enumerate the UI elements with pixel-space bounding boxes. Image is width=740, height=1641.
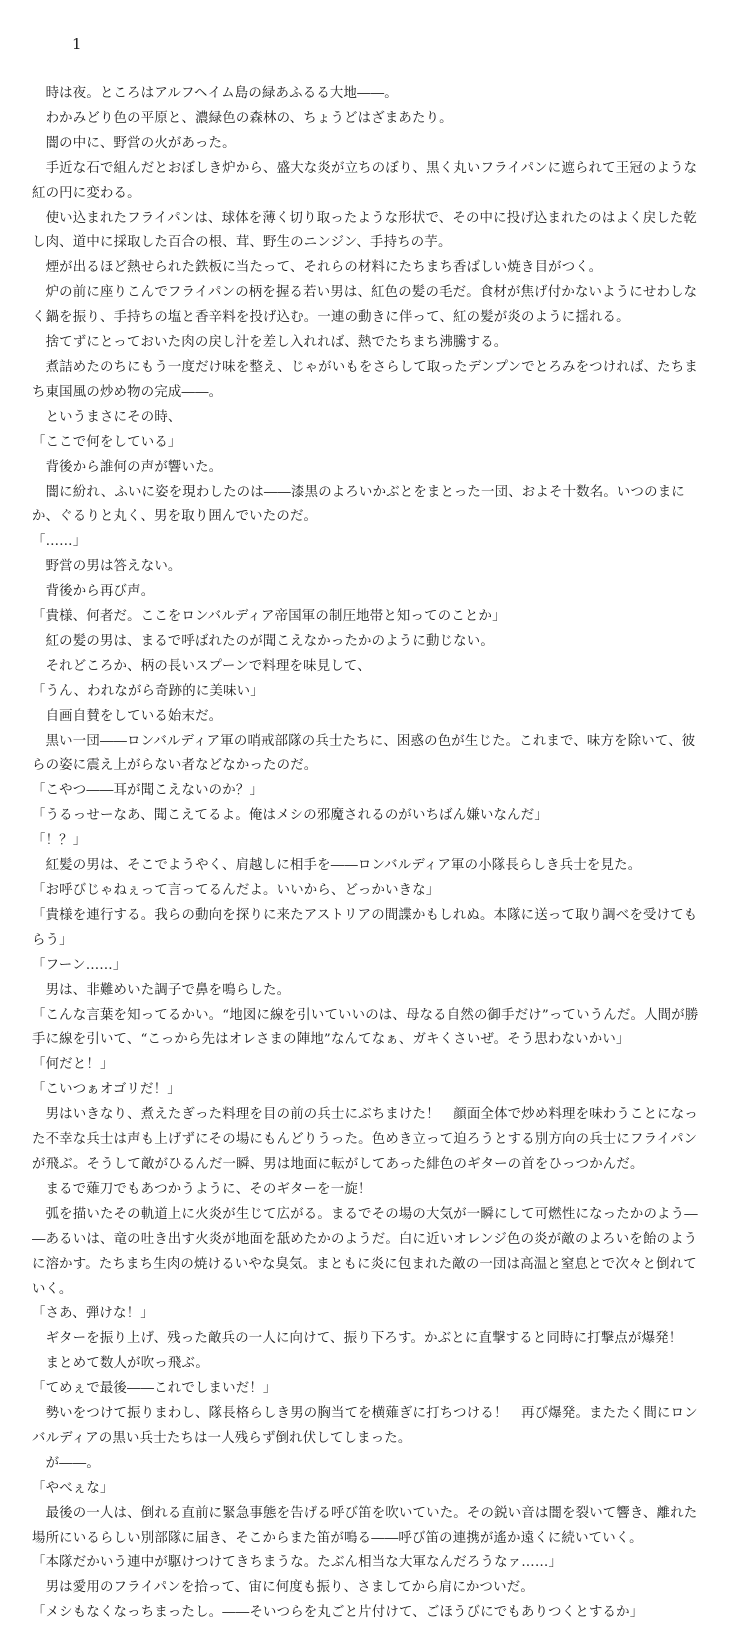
paragraph: 煙が出るほど熱せられた鉄板に当たって、それらの材料にたちまち香ばしい焼き目がつく。: [32, 260, 603, 276]
dialogue-line: 「……」: [32, 534, 87, 550]
dialogue-line: 「さあ、弾けな！」: [32, 1306, 154, 1322]
dialogue-line: 「貴様、何者だ。ここをロンバルディア帝国軍の制圧地帯と知ってのことか」: [32, 609, 506, 625]
page-number: 1: [72, 35, 82, 53]
dialogue-line: 「こんな言葉を知ってるかい。“地図に線を引いていいのは、母なる自然の御手だけ”っていうんだ。人間が勝手に線を引いて、“こっから先はオレさまの陣地”なんてなぁ、ガキくさいぜ。そう思わないかい」: [32, 1007, 699, 1048]
paragraph: 時は夜。ところはアルフヘイム島の緑あふるる大地――。: [32, 86, 398, 101]
paragraph: 紅の髪の男は、まるで呼ばれたのが聞こえなかったかのように動じない。: [32, 633, 494, 649]
dialogue-line: 「こいつぁオゴリだ！」: [32, 1082, 181, 1098]
paragraph: それどころか、柄の長いスプーンで料理を味見して、: [32, 658, 371, 674]
paragraph: が――。: [32, 1455, 100, 1471]
paragraph: 弧を描いたその軌道上に火炎が生じて広がる。まるでその場の大気が一瞬にして可燃性になったかのよう――あるいは、竜の吐き出す火炎が地面を舐めたかのようだ。白に近いオレンジ色の炎が敵のよろいを飴のように溶かす。たちまち生肉の焼けるいやな臭気。まともに炎に包まれた敵の一団は高温と窒息とで次々と倒れていく。: [32, 1206, 698, 1297]
paragraph: 最後の一人は、倒れる直前に緊急事態を告げる呼び笛を吹いていた。その鋭い音は闇を裂いて響き、離れた場所にいるらしい別部隊に届き、そこからまた笛が鳴る――呼び笛の連携が遙か遠くに続いていく。: [32, 1505, 698, 1546]
paragraph: 煮詰めたのちにもう一度だけ味を整え、じゃがいもをさらして取ったデンプンでとろみをつければ、たちまち東国風の炒め物の完成――。: [32, 359, 698, 400]
dialogue-line: 「やべぇな」: [32, 1480, 114, 1496]
dialogue-line: 「こやつ――耳が聞こえないのか？」: [32, 783, 264, 799]
paragraph: 紅髪の男は、そこでようやく、肩越しに相手を――ロンバルディア軍の小隊長らしき兵士を見た。: [32, 858, 642, 874]
paragraph: 使い込まれたフライパンは、球体を薄く切り取ったような形状で、その中に投げ込まれたのはよく戻した乾し肉、道中に採取した百合の根、茸、野生のニンジン、手持ちの芋。: [32, 210, 697, 251]
dialogue-line: 「メシもなくなっちまったし。――そいつらを丸ごと片付けて、ごほうびにでもありつくとするか」: [32, 1605, 644, 1621]
dialogue-line: 「うん、われながら奇跡的に美味い」: [32, 683, 264, 699]
paragraph: ギターを振り上げ、残った敵兵の一人に向けて、振り下ろす。かぶとに直撃すると同時に打撃点が爆発！: [32, 1331, 683, 1347]
paragraph: 男はいきなり、煮えたぎった料理を目の前の兵士にぶちまけた！ 顔面全体で炒め料理を味わうことになった不幸な兵士は声も上げずにその場にもんどりうった。色めき立って迫ろうとする別方向の兵士にフライパンが飛ぶ。そうして敵がひるんだ一瞬、男は地面に転がしてあった緋色のギターの首をひっつかんだ。: [32, 1107, 698, 1172]
paragraph: 自画自賛をしている始末だ。: [32, 708, 223, 724]
paragraph: 捨てずにとっておいた肉の戻し汁を差し入れれば、熱でたちまち沸騰する。: [32, 335, 508, 351]
paragraph: まとめて数人が吹っ飛ぶ。: [32, 1356, 209, 1372]
paragraph: 男は、非難めいた調子で鼻を鳴らした。: [32, 982, 291, 998]
dialogue-line: 「てめぇで最後――これでしまいだ！」: [32, 1381, 277, 1397]
paragraph: 背後から再び声。: [32, 584, 155, 600]
dialogue-line: 「フーン……」: [32, 957, 127, 973]
story-text: [32, 82, 706, 1626]
paragraph: まるで薙刀でもあつかうように、そのギターを一旋！: [32, 1181, 372, 1197]
paragraph: 背後から誰何の声が響いた。: [32, 459, 223, 475]
paragraph: というまさにその時、: [32, 409, 182, 425]
paragraph: わかみどり色の平原と、濃緑色の森林の、ちょうどはざまあたり。: [32, 110, 453, 126]
dialogue-line: 「！？」: [32, 833, 87, 849]
paragraph: 炉の前に座りこんでフライパンの柄を握る若い男は、紅色の髪の毛だ。食材が焦げ付かないようにせわしなく鍋を振り、手持ちの塩と香辛料を投げ込む。一連の動きに伴って、紅の髪が炎のように揺れる。: [32, 285, 698, 326]
paragraph: 闇の中に、野営の火があった。: [32, 135, 236, 151]
paragraph: 闇に紛れ、ふいに姿を現わしたのは――漆黒のよろいかぶとをまとった一団、およそ十数名。いつのまにか、ぐるりと丸く、男を取り囲んでいたのだ。: [32, 484, 685, 525]
paragraph: 手近な石で組んだとおぼしき炉から、盛大な炎が立ちのぼり、黒く丸いフライパンに遮られて王冠のような紅の円に変わる。: [32, 160, 698, 201]
dialogue-line: 「何だと！」: [32, 1057, 114, 1073]
dialogue-line: 「お呼びじゃねぇって言ってるんだよ。いいから、どっかいきな」: [32, 883, 440, 898]
dialogue-line: 「貴様を連行する。我らの動向を探りに来たアストリアの間諜かもしれぬ。本隊に送って取り調べを受けてもらう」: [32, 907, 698, 948]
dialogue-line: 「本隊だかいう連中が駆けつけてきちまうな。たぶん相当な大軍なんだろうなァ……」: [32, 1555, 563, 1571]
paragraph: 男は愛用のフライパンを拾って、宙に何度も振り、さましてから肩にかついだ。: [32, 1580, 534, 1596]
dialogue-line: 「うるっせーなあ、聞こえてるよ。俺はメシの邪魔されるのがいちばん嫌いなんだ」: [32, 808, 548, 824]
paragraph: 野営の男は答えない。: [32, 559, 182, 575]
paragraph: 黒い一団――ロンバルディア軍の哨戒部隊の兵士たちに、困惑の色が生じた。これまで、味方を除いて、彼らの姿に震え上がらない者などなかったのだ。: [32, 733, 696, 774]
paragraph: 勢いをつけて振りまわし、隊長格らしき男の胸当てを横薙ぎに打ちつける！ 再び爆発。またたく間にロンバルディアの黒い兵士たちは一人残らず倒れ伏してしまった。: [32, 1406, 698, 1446]
dialogue-line: 「ここで何をしている」: [32, 434, 182, 450]
